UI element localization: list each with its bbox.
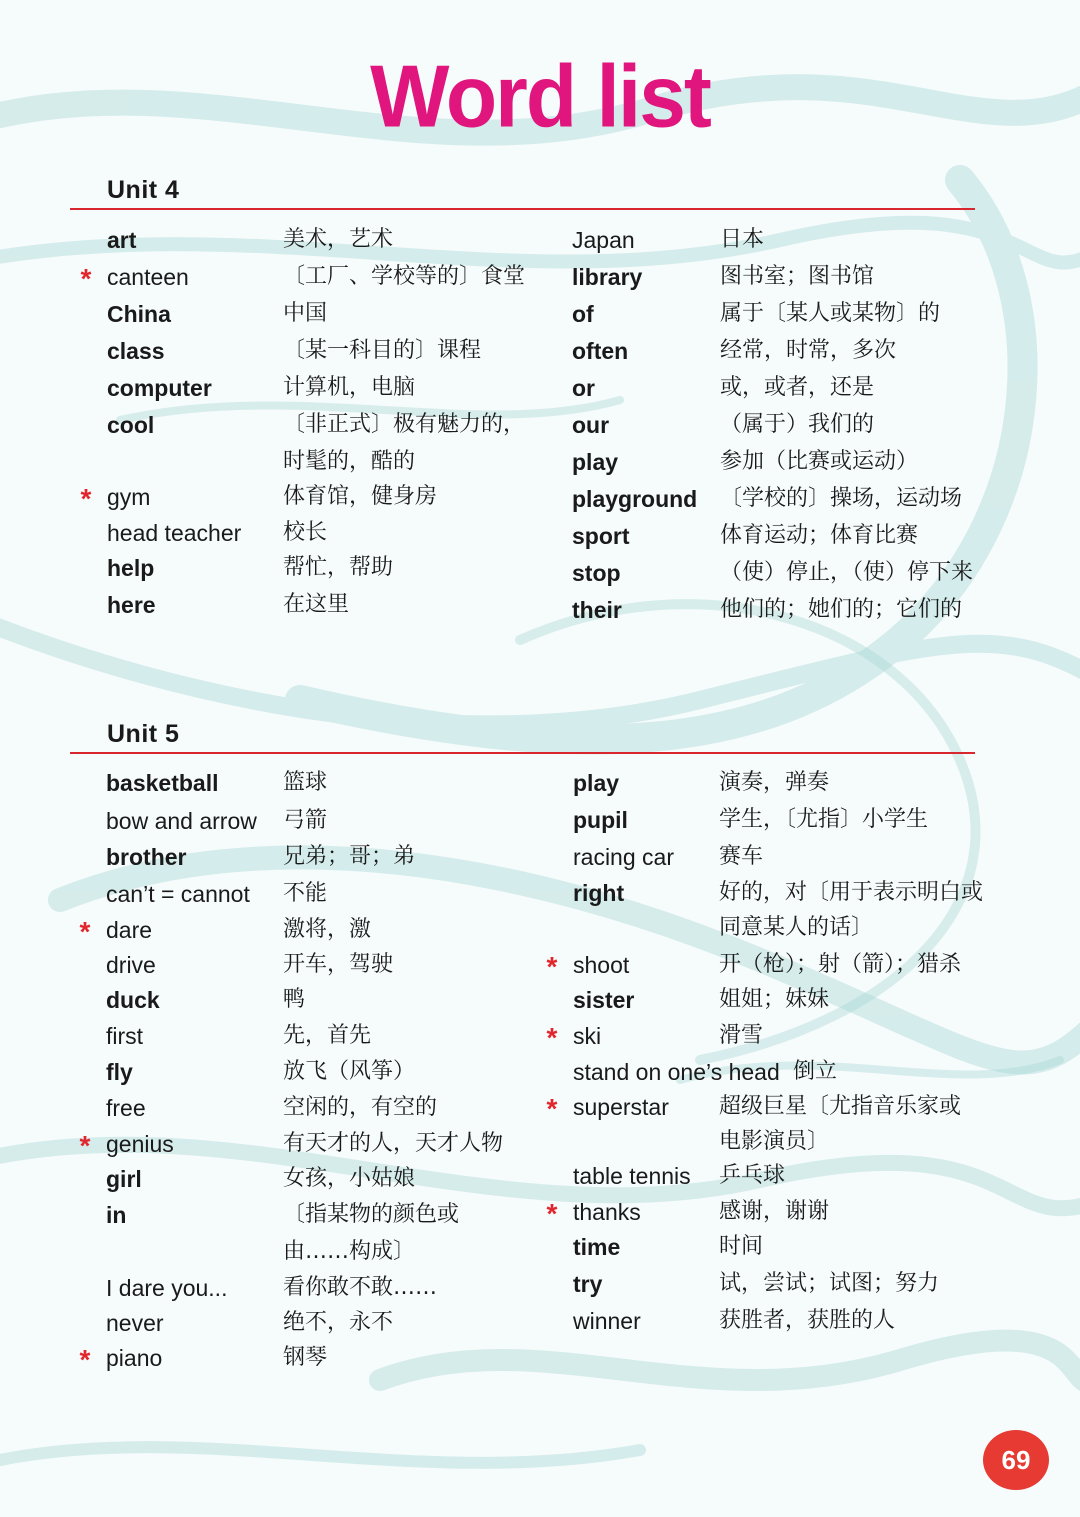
entry-meaning: 演奏，弹奏 xyxy=(719,770,830,795)
star-icon: * xyxy=(546,1093,558,1124)
entry-meaning: 在这里 xyxy=(283,592,350,617)
entry-word: sister xyxy=(573,987,635,1013)
entry-meaning: 乒乓球 xyxy=(719,1163,786,1188)
word-entry-japan xyxy=(572,223,992,257)
entry-meaning: 滑雪 xyxy=(719,1023,764,1048)
entry-word: girl xyxy=(106,1166,142,1192)
word-entry-stand-on-one-s-head xyxy=(573,1055,993,1089)
star-icon: * xyxy=(80,263,92,294)
entry-word: of xyxy=(572,301,594,327)
entry-word: help xyxy=(107,555,155,581)
entry-word: duck xyxy=(106,987,160,1013)
entry-word: bow and arrow xyxy=(106,808,257,834)
word-entry-i-dare-you xyxy=(106,1271,526,1305)
entry-meaning: 中国 xyxy=(283,301,328,326)
entry-meaning-continued: 由……构成〕 xyxy=(283,1239,416,1264)
entry-word: stand on one’s head xyxy=(573,1059,780,1085)
entry-meaning: 感谢，谢谢 xyxy=(719,1199,830,1224)
entry-meaning: （使）停止，（使）停下来 xyxy=(720,560,974,585)
entry-meaning: 计算机，电脑 xyxy=(283,375,416,400)
word-entry-duck xyxy=(106,983,526,1017)
entry-word: free xyxy=(106,1095,146,1121)
entry-meaning: 经常，时常，多次 xyxy=(720,338,897,363)
entry-word: or xyxy=(572,375,595,401)
word-entry-sport xyxy=(572,519,992,553)
entry-word: table tennis xyxy=(573,1163,691,1189)
entry-meaning: 图书室；图书馆 xyxy=(720,264,875,289)
entry-meaning: 赛车 xyxy=(719,844,764,869)
entry-meaning: 〔非正式〕极有魅力的， xyxy=(283,412,526,437)
word-entry-cool xyxy=(107,408,527,474)
entry-word: superstar xyxy=(573,1094,669,1120)
word-entry-superstar xyxy=(546,1090,993,1154)
entry-word: here xyxy=(107,592,156,618)
star-icon: * xyxy=(80,483,92,514)
entry-word: cool xyxy=(107,412,155,438)
entry-word: China xyxy=(107,301,171,327)
entry-meaning: 篮球 xyxy=(283,770,328,795)
entry-word: play xyxy=(572,449,619,475)
word-entry-pupil xyxy=(573,803,993,837)
word-entry-right xyxy=(573,876,993,940)
entry-meaning: 鸭 xyxy=(283,987,306,1012)
entry-meaning: 参加（比赛或运动） xyxy=(720,449,919,474)
entry-meaning: 体育馆，健身房 xyxy=(283,484,438,509)
word-entry-can-t-cannot xyxy=(106,877,526,911)
entry-word: drive xyxy=(106,952,156,978)
entry-word: shoot xyxy=(573,952,630,978)
entry-word: I dare you... xyxy=(106,1275,228,1301)
entry-meaning: 日本 xyxy=(720,227,765,252)
word-entry-china xyxy=(107,297,527,331)
star-icon: * xyxy=(79,916,91,947)
entry-word: try xyxy=(573,1271,603,1297)
word-entry-stop xyxy=(572,556,992,590)
entry-meaning: 姐姐；妹妹 xyxy=(719,987,830,1012)
entry-meaning-continued: 电影演员〕 xyxy=(719,1129,830,1154)
entry-meaning: 不能 xyxy=(283,881,328,906)
entry-word: often xyxy=(572,338,629,364)
page-title: Word list xyxy=(370,46,710,146)
entry-meaning: 激将，激 xyxy=(283,917,372,942)
word-entry-art xyxy=(107,223,527,257)
entry-meaning: 时间 xyxy=(719,1234,764,1259)
star-icon: * xyxy=(79,1130,91,1161)
entry-word: their xyxy=(572,597,622,623)
word-entry-bow-and-arrow xyxy=(106,804,526,838)
word-entry-try xyxy=(573,1267,993,1301)
entry-word: time xyxy=(573,1234,621,1260)
entry-meaning: 或，或者，还是 xyxy=(720,375,875,400)
entry-word: computer xyxy=(107,375,212,401)
unit-4-heading: Unit 4 xyxy=(107,176,180,204)
entry-word: Japan xyxy=(572,227,635,253)
word-entry-never xyxy=(106,1306,526,1340)
entry-meaning: 女孩，小姑娘 xyxy=(283,1166,416,1191)
word-entry-library xyxy=(572,260,992,294)
word-entry-head-teacher xyxy=(107,516,527,550)
entry-word: can’t = cannot xyxy=(106,881,250,907)
word-entry-gym xyxy=(80,480,527,514)
entry-meaning-continued: 同意某人的话〕 xyxy=(719,915,874,940)
entry-word: head teacher xyxy=(107,520,242,546)
word-entry-help xyxy=(107,551,527,585)
entry-meaning: 有天才的人，天才人物 xyxy=(283,1131,504,1156)
entry-meaning: 看你敢不敢…… xyxy=(283,1275,438,1300)
entry-meaning: 学生，〔尤指〕小学生 xyxy=(719,807,929,832)
entry-word: ski xyxy=(573,1023,602,1049)
unit-4-divider xyxy=(70,208,975,210)
entry-meaning: 兄弟；哥；弟 xyxy=(283,844,416,869)
entry-meaning-continued: 时髦的，酷的 xyxy=(283,449,416,474)
entry-word: stop xyxy=(572,560,621,586)
word-entry-or xyxy=(572,371,992,405)
word-entry-first xyxy=(106,1019,526,1053)
entry-word: right xyxy=(573,880,625,906)
entry-meaning: 开车，驾驶 xyxy=(283,952,394,977)
entry-word: our xyxy=(572,412,610,438)
word-entry-often xyxy=(572,334,992,368)
word-entry-computer xyxy=(107,371,527,405)
entry-meaning: 弓箭 xyxy=(283,808,328,833)
entry-word: fly xyxy=(106,1059,133,1085)
unit-5-divider xyxy=(70,752,975,754)
word-entry-brother xyxy=(106,840,526,874)
entry-meaning: 好的，对〔用于表示明白或 xyxy=(719,880,984,905)
entry-meaning: 获胜者，获胜的人 xyxy=(719,1308,896,1333)
entry-word: racing car xyxy=(573,844,674,870)
entry-word: piano xyxy=(106,1345,163,1371)
entry-word: thanks xyxy=(573,1199,641,1225)
word-entry-time xyxy=(573,1230,993,1264)
entry-word: pupil xyxy=(573,807,628,833)
entry-word: gym xyxy=(107,484,151,510)
word-entry-piano xyxy=(79,1341,526,1375)
entry-meaning: 空闲的，有空的 xyxy=(283,1095,438,1120)
entry-word: genius xyxy=(106,1131,174,1157)
entry-meaning: 试，尝试；试图；努力 xyxy=(719,1271,940,1296)
entry-meaning: 倒立 xyxy=(793,1059,838,1084)
entry-word: library xyxy=(572,264,643,290)
entry-word: basketball xyxy=(106,770,219,796)
entry-word: dare xyxy=(106,917,153,943)
word-entry-drive xyxy=(106,948,526,982)
entry-meaning: 绝不，永不 xyxy=(283,1310,394,1335)
word-entry-ski xyxy=(546,1019,993,1053)
entry-meaning: 属于〔某人或某物〕的 xyxy=(720,301,941,326)
unit-5-heading: Unit 5 xyxy=(107,720,180,748)
word-entry-table-tennis xyxy=(573,1159,993,1193)
word-entry-shoot xyxy=(546,948,993,982)
word-entry-genius xyxy=(79,1127,526,1161)
entry-meaning: 校长 xyxy=(283,520,328,545)
entry-word: winner xyxy=(573,1308,641,1334)
word-entry-girl xyxy=(106,1162,526,1196)
entry-word: brother xyxy=(106,844,187,870)
entry-meaning: 放飞（风筝） xyxy=(283,1059,416,1084)
entry-meaning: 先，首先 xyxy=(283,1023,372,1048)
entry-meaning: 钢琴 xyxy=(283,1345,328,1370)
star-icon: * xyxy=(546,951,558,982)
entry-word: canteen xyxy=(107,264,189,290)
entry-word: class xyxy=(107,338,165,364)
word-entry-winner xyxy=(573,1304,993,1338)
word-entry-basketball xyxy=(106,766,526,800)
word-entry-playground xyxy=(572,482,992,516)
word-entry-thanks xyxy=(546,1195,993,1229)
star-icon: * xyxy=(546,1022,558,1053)
page-number-badge: 69 xyxy=(983,1430,1049,1490)
word-entry-canteen xyxy=(80,260,527,294)
entry-meaning: 〔某一科目的〕课程 xyxy=(283,338,482,363)
entry-meaning: 他们的；她们的；它们的 xyxy=(720,597,963,622)
word-entry-play xyxy=(572,445,992,479)
entry-word: first xyxy=(106,1023,144,1049)
word-entry-dare xyxy=(79,913,526,947)
word-entry-play xyxy=(573,766,993,800)
entry-meaning: 〔工厂、学校等的〕食堂 xyxy=(283,264,526,289)
entry-word: art xyxy=(107,227,137,253)
word-entry-free xyxy=(106,1091,526,1125)
entry-meaning: 帮忙，帮助 xyxy=(283,555,394,580)
entry-word: play xyxy=(573,770,620,796)
entry-meaning: 超级巨星〔尤指音乐家或 xyxy=(719,1094,962,1119)
entry-word: in xyxy=(106,1202,127,1228)
entry-word: playground xyxy=(572,486,698,512)
entry-word: never xyxy=(106,1310,164,1336)
word-entry-fly xyxy=(106,1055,526,1089)
word-entry-sister xyxy=(573,983,993,1017)
word-entry-here xyxy=(107,588,527,622)
star-icon: * xyxy=(79,1344,91,1375)
word-entry-in xyxy=(106,1198,526,1264)
word-entry-of xyxy=(572,297,992,331)
word-entry-class xyxy=(107,334,527,368)
entry-meaning: （属于）我们的 xyxy=(720,412,875,437)
word-entry-racing-car xyxy=(573,840,993,874)
star-icon: * xyxy=(546,1198,558,1229)
entry-meaning: 〔学校的〕操场，运动场 xyxy=(720,486,963,511)
word-entry-our xyxy=(572,408,992,442)
entry-meaning: 体育运动；体育比赛 xyxy=(720,523,919,548)
entry-meaning: 美术，艺术 xyxy=(283,227,394,252)
word-entry-their xyxy=(572,593,992,627)
entry-meaning: 〔指某物的颜色或 xyxy=(283,1202,460,1227)
entry-meaning: 开（枪）；射（箭）；猎杀 xyxy=(719,952,962,977)
entry-word: sport xyxy=(572,523,630,549)
